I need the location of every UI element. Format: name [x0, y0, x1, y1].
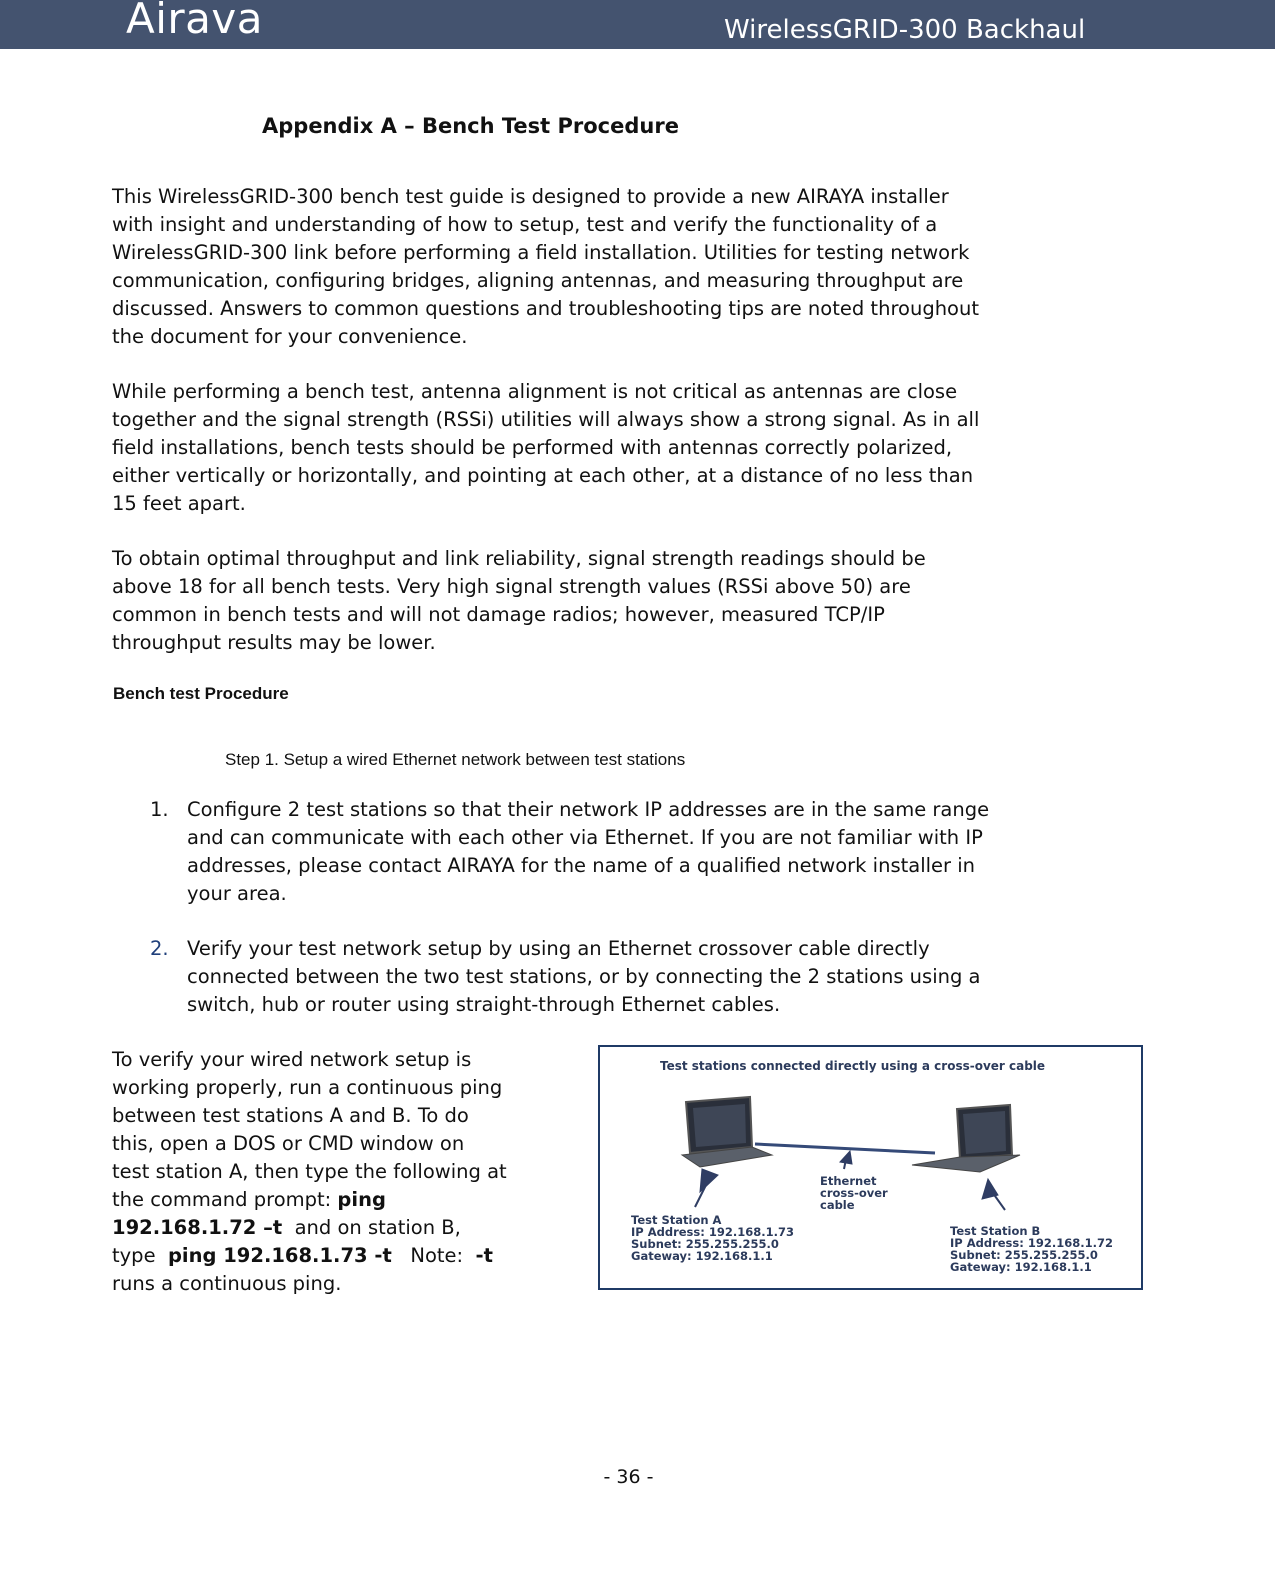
- text-line: and can communicate with each other via Ethernet. If you are not familiar with IP: [187, 826, 983, 849]
- text-line: field installations, bench tests should be performed with antennas correctly polarized,: [112, 436, 953, 459]
- text-line: While performing a bench test, antenna alignment is not critical as antennas are close: [112, 380, 958, 403]
- text-line: This WirelessGRID-300 bench test guide is designed to provide a new AIRAYA installer: [112, 185, 949, 208]
- ping-command: 192.168.1.72 –t: [112, 1216, 283, 1239]
- subnet: Subnet: 255.255.255.0: [631, 1237, 779, 1251]
- text-line: communication, configuring bridges, aligning antennas, and measuring throughput are: [112, 269, 964, 292]
- page-header: [0, 0, 1275, 49]
- ip-address: IP Address: 192.168.1.73: [631, 1225, 794, 1239]
- text-line: 15 feet apart.: [112, 492, 246, 515]
- text-line: working properly, run a continuous ping: [112, 1076, 503, 1099]
- ip-address: IP Address: 192.168.1.72: [950, 1236, 1113, 1250]
- cable-label: [820, 1175, 888, 1211]
- text-line: between test stations A and B. To do: [112, 1104, 469, 1127]
- text-line: with insight and understanding of how to setup, test and verify the functionality of a: [112, 213, 938, 236]
- text-line: runs a continuous ping.: [112, 1272, 342, 1295]
- diagram-title: Test stations connected directly using a cross-over cable: [660, 1059, 1046, 1073]
- intro-paragraph: [112, 183, 1162, 351]
- station-name: Test Station A: [631, 1213, 722, 1227]
- laptop-b-icon: [912, 1105, 1020, 1172]
- text-fragment: type: [112, 1244, 168, 1267]
- gateway: Gateway: 192.168.1.1: [950, 1260, 1092, 1274]
- list-number: 1.: [150, 798, 169, 821]
- throughput-paragraph: [112, 545, 1162, 657]
- text-line: WirelessGRID-300 link before performing a field installation. Utilities for testing network: [112, 241, 970, 264]
- station-b-info: [950, 1225, 1113, 1273]
- text-line: discussed. Answers to common questions and troubleshooting tips are noted throughout: [112, 297, 979, 320]
- station-name: Test Station B: [950, 1224, 1041, 1238]
- antenna-paragraph: [112, 378, 1162, 518]
- text-line: addresses, please contact AIRAYA for the name of a qualified network installer in: [187, 854, 976, 877]
- section-subheading: Bench test Procedure: [113, 684, 289, 703]
- station-a-info: [631, 1214, 794, 1262]
- text-line: this, open a DOS or CMD window on: [112, 1132, 465, 1155]
- page-title: Appendix A – Bench Test Procedure: [262, 114, 679, 138]
- text-line: [112, 1242, 592, 1270]
- text-line: either vertically or horizontally, and pointing at each other, at a distance of no less than: [112, 464, 974, 487]
- ping-command: ping 192.168.1.73 -t: [167, 1244, 392, 1267]
- text-line: Verify your test network setup by using an Ethernet crossover cable directly: [187, 937, 930, 960]
- text-fragment: and on station B,: [282, 1216, 461, 1239]
- text-line: cross-over: [820, 1186, 888, 1200]
- crossover-diagram: [598, 1045, 1143, 1290]
- product-name: WirelessGRID-300 Backhaul: [724, 15, 1086, 45]
- text-line: [112, 1186, 592, 1214]
- brand-logo-text: Airava: [126, 0, 263, 43]
- text-line: above 18 for all bench tests. Very high signal strength values (RSSi above 50) are: [112, 575, 911, 598]
- subnet: Subnet: 255.255.255.0: [950, 1248, 1098, 1262]
- ping-command: ping: [337, 1188, 386, 1211]
- text-line: together and the signal strength (RSSi) utilities will always show a strong signal. As in all: [112, 408, 980, 431]
- step-heading: Step 1. Setup a wired Ethernet network between test stations: [225, 750, 686, 769]
- text-line: connected between the two test stations, or by connecting the 2 stations using a: [187, 965, 981, 988]
- laptop-a-icon: [682, 1097, 772, 1167]
- ethernet-cable: [755, 1144, 935, 1153]
- text-line: Ethernet: [820, 1174, 877, 1188]
- text-fragment: Note:: [391, 1244, 476, 1267]
- text-fragment: the command prompt:: [112, 1188, 338, 1211]
- flag-text: -t: [475, 1244, 493, 1267]
- list-number: 2.: [150, 937, 169, 960]
- text-line: Configure 2 test stations so that their network IP addresses are in the same range: [187, 798, 990, 821]
- gateway: Gateway: 192.168.1.1: [631, 1249, 773, 1263]
- text-line: switch, hub or router using straight-through Ethernet cables.: [187, 993, 781, 1016]
- text-line: To verify your wired network setup is: [112, 1048, 472, 1071]
- page-number: - 36 -: [603, 1466, 654, 1488]
- text-line: [112, 1214, 592, 1242]
- text-line: throughput results may be lower.: [112, 631, 436, 654]
- text-line: common in bench tests and will not damage radios; however, measured TCP/IP: [112, 603, 885, 626]
- text-line: the document for your convenience.: [112, 325, 468, 348]
- text-line: test station A, then type the following at: [112, 1160, 507, 1183]
- ping-instructions: [112, 1046, 592, 1298]
- text-line: your area.: [187, 882, 287, 905]
- text-line: To obtain optimal throughput and link reliability, signal strength readings should be: [112, 547, 926, 570]
- text-line: cable: [820, 1198, 855, 1212]
